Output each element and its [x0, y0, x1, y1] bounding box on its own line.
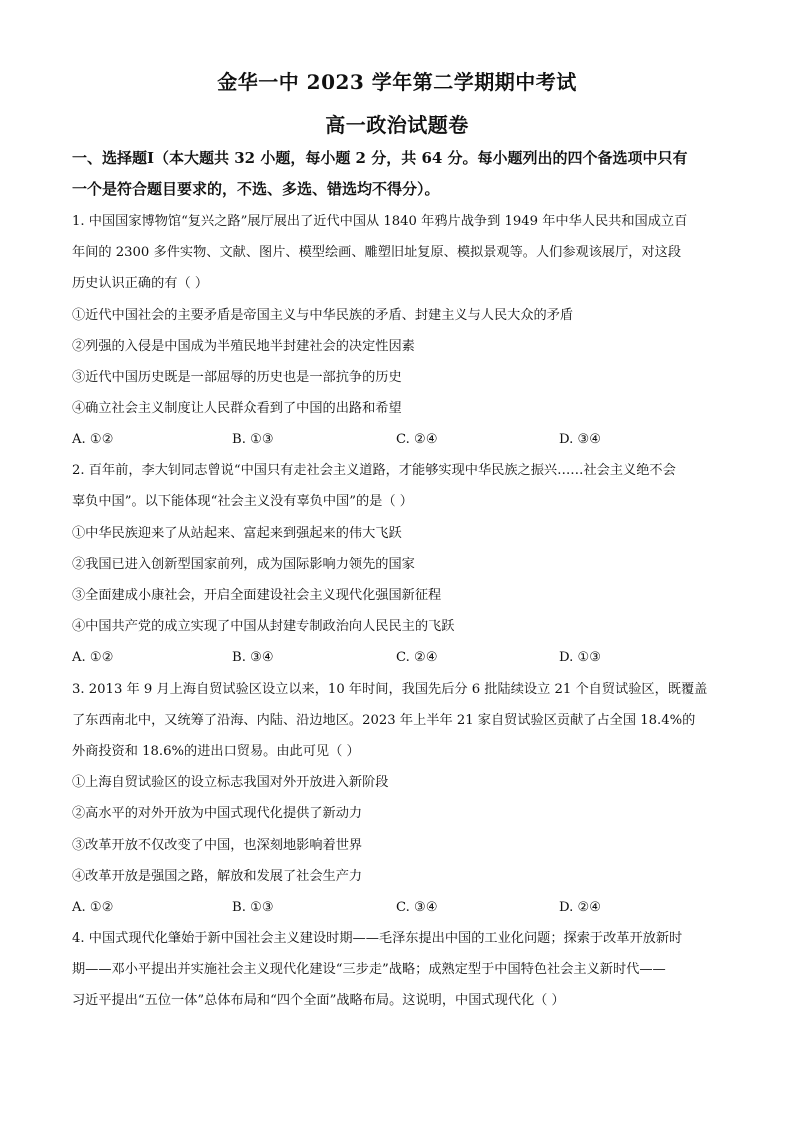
section-instructions-line: 一个是符合题目要求的，不选、多选、错选均不得分）。	[72, 180, 440, 198]
question-4-stem: 4. 中国式现代化肇始于新中国社会主义建设时期——毛泽东提出中国的工业化问题；探索于改革开放新时	[72, 931, 683, 946]
option-d: D. ②④	[559, 900, 602, 915]
question-3-statement: ③改革开放不仅改变了中国，也深刻地影响着世界	[72, 838, 363, 853]
question-1-statement: ①近代中国社会的主要矛盾是帝国主义与中华民族的矛盾、封建主义与人民大众的矛盾	[72, 308, 574, 323]
question-1-stem: 历史认识正确的有（ ）	[72, 276, 209, 291]
question-1-statement: ③近代中国历史既是一部屈辱的历史也是一部抗争的历史	[72, 370, 402, 385]
question-1-options	[72, 430, 712, 450]
question-2-statement: ③全面建成小康社会，开启全面建设社会主义现代化强国新征程	[72, 588, 442, 603]
question-3-stem: 3. 2013 年 9 月上海自贸试验区设立以来，10 年时间，我国先后分 6 批陆续设立 21 个自贸试验区，既覆盖	[72, 682, 708, 697]
section-instructions	[72, 143, 732, 205]
question-3-options	[72, 898, 712, 918]
question-1-stem: 年间的 2300 多件实物、文献、图片、模型绘画、雕塑旧址复原、模拟景观等。人们参观该展厅，对这段	[72, 245, 682, 260]
question-3-statement: ④改革开放是强国之路，解放和发展了社会生产力	[72, 869, 363, 884]
section-instructions-line: 一、选择题Ⅰ（本大题共 32 小题，每小题 2 分，共 64 分。每小题列出的四个备选项中只有	[72, 149, 688, 167]
option-d: D. ①③	[559, 650, 602, 665]
exam-subtitle: 高一政治试题卷	[325, 113, 469, 137]
question-4-stem: 期——邓小平提出并实施社会主义现代化建设“三步走”战略；成熟定型于中国特色社会主义新时代——	[72, 962, 666, 977]
question-3-stem: 了东西南北中，又统筹了沿海、内陆、沿边地区。2023 年上半年 21 家自贸试验区贡献了占全国 18.4%的	[72, 713, 696, 728]
question-2-statement: ④中国共产党的成立实现了中国从封建专制政治向人民民主的飞跃	[72, 619, 455, 634]
question-3-statement: ①上海自贸试验区的设立标志我国对外开放进入新阶段	[72, 775, 389, 790]
option-c: C. ③④	[396, 900, 438, 915]
question-3-stem: 外商投资和 18.6%的进出口贸易。由此可见（ ）	[72, 744, 360, 759]
question-1-statement: ②列强的入侵是中国成为半殖民地半封建社会的决定性因素	[72, 339, 415, 354]
question-2-stem: 辜负中国”。以下能体现“社会主义没有辜负中国”的是（ ）	[72, 494, 413, 509]
option-b: B. ①③	[232, 900, 274, 915]
question-1-statement: ④确立社会主义制度让人民群众看到了中国的出路和希望	[72, 401, 402, 416]
option-a: A. ①②	[72, 650, 114, 665]
option-c: C. ②④	[396, 650, 438, 665]
option-b: B. ①③	[232, 432, 274, 447]
question-2-stem: 2. 百年前，李大钊同志曾说“中国只有走社会主义道路，才能够实现中华民族之振兴……社会主义绝不会	[72, 463, 676, 478]
exam-title: 金华一中 2023 学年第二学期期中考试	[217, 70, 577, 94]
question-3-statement: ②高水平的对外开放为中国式现代化提供了新动力	[72, 806, 363, 821]
option-b: B. ③④	[232, 650, 274, 665]
option-d: D. ③④	[559, 432, 602, 447]
question-2-statement: ②我国已进入创新型国家前列，成为国际影响力领先的国家	[72, 557, 415, 572]
option-c: C. ②④	[396, 432, 438, 447]
option-a: A. ①②	[72, 432, 114, 447]
question-2-statement: ①中华民族迎来了从站起来、富起来到强起来的伟大飞跃	[72, 526, 402, 541]
option-a: A. ①②	[72, 900, 114, 915]
question-2-options	[72, 648, 712, 668]
question-4-stem: 习近平提出“五位一体”总体布局和“四个全面”战略布局。这说明，中国式现代化（ ）	[72, 993, 565, 1008]
question-1-stem: 1. 中国国家博物馆“复兴之路”展厅展出了近代中国从 1840 年鸦片战争到 1949 年中华人民共和国成立百	[72, 214, 688, 229]
